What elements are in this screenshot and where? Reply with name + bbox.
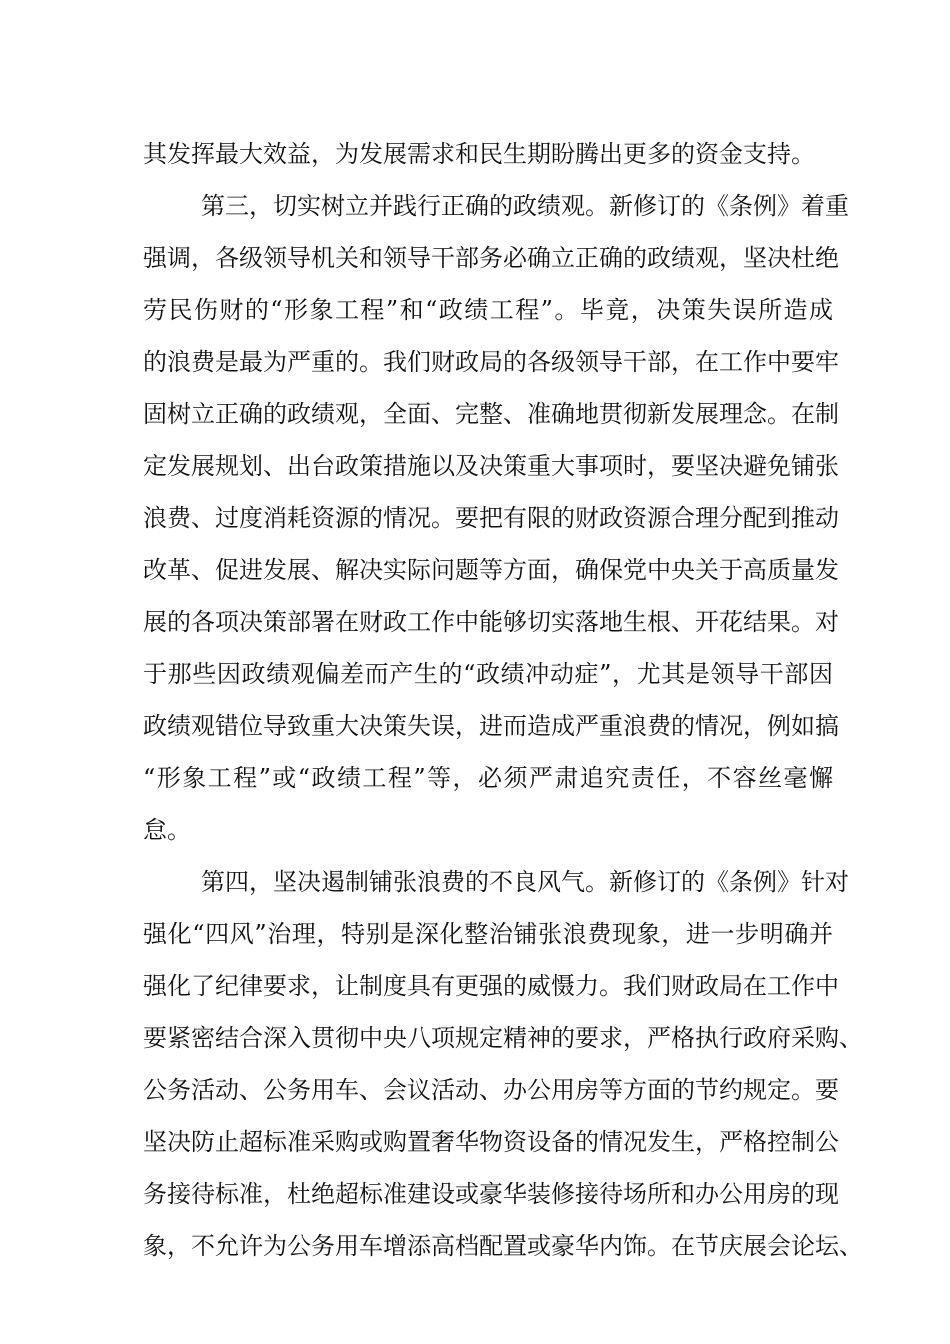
text-line: 坚决防止超标准采购或购置奢华物资设备的情况发生，严格控制公	[143, 1128, 839, 1156]
text-line: 的浪费是最为严重的。我们财政局的各级领导干部，在工作中要牢	[143, 348, 839, 376]
paragraph-3-start: 第三，切实树立并践行正确的政绩观。新修订的《条例》着重	[201, 192, 849, 220]
text-line: 强化“四风”治理，特别是深化整治铺张浪费现象，进一步明确并	[143, 920, 833, 948]
text-line: 要紧密结合深入贯彻中央八项规定精神的要求，严格执行政府采购、	[143, 1024, 863, 1052]
text-line: 强化了纪律要求，让制度具有更强的威慑力。我们财政局在工作中	[143, 972, 839, 1000]
document-body	[143, 128, 863, 1272]
text-line: 象，不允许为公务用车增添高档配置或豪华内饰。在节庆展会论坛、	[143, 1232, 863, 1260]
text-line: 改革、促进发展、解决实际问题等方面，确保党中央关于高质量发	[143, 556, 839, 584]
text-line: 公务活动、公务用车、会议活动、办公用房等方面的节约规定。要	[143, 1076, 839, 1104]
text-line: 其发挥最大效益，为发展需求和民生期盼腾出更多的资金支持。	[143, 140, 815, 168]
text-line: 于那些因政绩观偏差而产生的“政绩冲动症”，尤其是领导干部因	[143, 660, 833, 688]
text-line: 怠。	[143, 816, 191, 844]
text-line: 务接待标准，杜绝超标准建设或豪华装修接待场所和办公用房的现	[143, 1180, 839, 1208]
text-line: 强调，各级领导机关和领导干部务必确立正确的政绩观，坚决杜绝	[143, 244, 839, 272]
text-line: 劳民伤财的“形象工程”和“政绩工程”。毕竟，决策失误所造成	[143, 296, 833, 324]
text-line: 定发展规划、出台政策措施以及决策重大事项时，要坚决避免铺张	[143, 452, 839, 480]
text-line: 展的各项决策部署在财政工作中能够切实落地生根、开花结果。对	[143, 608, 839, 636]
text-line: 固树立正确的政绩观，全面、完整、准确地贯彻新发展理念。在制	[143, 400, 839, 428]
text-line: 政绩观错位导致重大决策失误，进而造成严重浪费的情况，例如搞	[143, 712, 839, 740]
text-line: 浪费、过度消耗资源的情况。要把有限的财政资源合理分配到推动	[143, 504, 839, 532]
paragraph-4-start: 第四，坚决遏制铺张浪费的不良风气。新修订的《条例》针对	[201, 868, 849, 896]
text-line: “形象工程”或“政绩工程”等，必须严肃追究责任，不容丝毫懈	[143, 764, 833, 792]
